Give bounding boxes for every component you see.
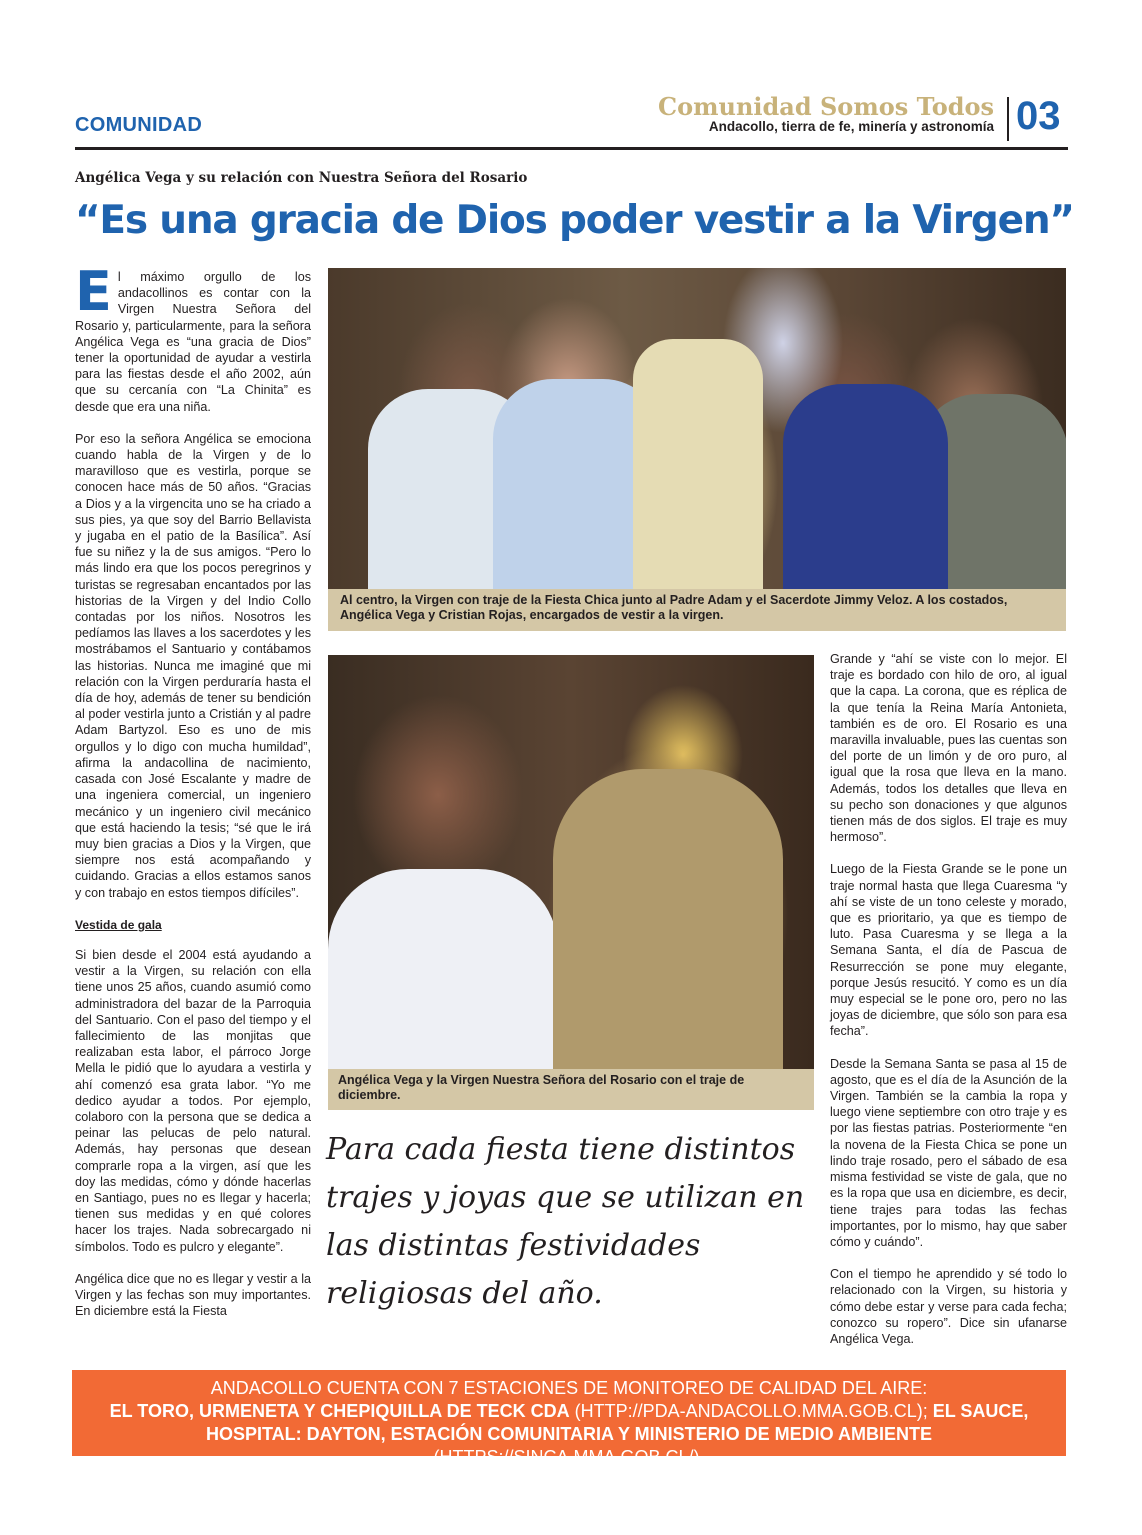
body-paragraph: Si bien desde el 2004 está ayudando a vestir a la Virgen, su relación con ella tiene unos 25 años, cuando asumió como administradora del bazar de la Parroquia del Santuario. Con el paso del tiempo y el fallecimiento de las monjitas que realizaban esta labor, el párroco Jorge Mella le pidió que lo ayudara a vestirla y ahí comenzó esa grata labor. “Yo me dedico ayudar a todos. Por ejemplo, colaboro con la persona que se dedica a peinar las pelucas de pelo natural. Además, hay personas que desean comprarle ropa a la virgen, así que les doy las medidas, cómo y dónde hacerlas en Santiago, pues no es llegar y hacerla; tienen sus medidas y en qué colores hacer los trajes. Nada sobrecargado ni símbolos. Todo es pulcro y elegante”.: [75, 947, 311, 1254]
intro-paragraph: [75, 260, 311, 415]
body-paragraph: Con el tiempo he aprendido y sé todo lo relacionado con la Virgen, su historia y cómo debe estar y verse para cada fecha; conozco su ropero”. Dice sin ufanarse Angélica Vega.: [830, 1267, 1067, 1346]
banner-line-2: EL TORO, URMENETA Y CHEPIQUILLA DE TECK CDA (HTTP://PDA-ANDACOLLO.MMA.GOB.CL); EL SAUCE,: [109, 1401, 1029, 1421]
article-headline: “Es una gracia de Dios poder vestir a la Virgen”: [75, 198, 1074, 243]
page-number: 03: [1016, 94, 1061, 138]
page-number-divider: [1007, 97, 1009, 141]
right-text-column: [830, 651, 1067, 1363]
banner-line-3: HOSPITAL: DAYTON, ESTACIÓN COMUNITARIA Y MINISTERIO DE MEDIO AMBIENTE (HTTPS://SINCA.MMA.GOB.CL/).: [205, 1424, 933, 1467]
photo-caption-1: Al centro, la Virgen con traje de la Fiesta Chica junto al Padre Adam y el Sacerdote Jimmy Veloz. A los costados, Angélica Vega y Cristian Rojas, encargados de vestir a la virgen.: [328, 589, 1066, 631]
body-paragraph: Grande y “ahí se viste con lo mejor. El traje es bordado con hilo de oro, al igual que la capa. La corona, que es réplica de la que tenía la Reina María Antonieta, también es de oro. El Rosario es una maravilla invaluable, pues las cuentas son del porte de un limón y de oro puro, al igual que la rosa que lleva en la mano. Además, todos los detalles que lleva en su pecho son donaciones y que algunos tienen más de dos siglos. El traje es muy hermoso”.: [830, 652, 1067, 845]
photo-caption-2: Angélica Vega y la Virgen Nuestra Señora del Rosario con el traje de diciembre.: [328, 1069, 814, 1110]
body-paragraph: Angélica dice que no es llegar y vestir a la Virgen y las fechas son muy importantes. En diciembre está la Fiesta: [75, 1271, 311, 1319]
masthead: [658, 94, 994, 134]
subhead: Vestida de gala: [75, 917, 162, 932]
group-photo: [328, 268, 1066, 589]
article-kicker: Angélica Vega y su relación con Nuestra Señora del Rosario: [75, 170, 528, 186]
air-quality-banner: [72, 1370, 1066, 1467]
virgin-photo: [328, 655, 814, 1069]
body-paragraph: Luego de la Fiesta Grande se le pone un traje normal hasta que llega Cuaresma “y ahí se viste de un tono celeste y morado, que es prioritario, ya que es tiempo de luto. Pasa Cuaresma y se llega a la Semana Santa, el día de Pascua de Resurrección se pone muy elegante, porque Jesús resucitó. Y como es un día muy especial se le pone oro, pero no las joyas de diciembre, que sólo son para esa fecha”.: [830, 862, 1067, 1039]
header-rule: [75, 147, 1068, 150]
pull-quote: Para cada fiesta tiene distintos trajes y joyas que se utilizan en las distintas festividades religiosas del año.: [326, 1132, 805, 1311]
publication-title: Comunidad Somos Todos: [657, 92, 994, 121]
body-paragraph: Por eso la señora Angélica se emociona cuando habla de la Virgen y de lo maravilloso que es vestirla, porque se conocen hace más de 50 años. “Gracias a Dios y a la virgencita uno se ha criado a sus pies, ya que soy del Barrio Bellavista y jugaba en el patio de la Basílica”. Así fue su niñez y la de sus amigos. “Pero lo más lindo era que los pocos peregrinos y turistas se regresaban encantados por las historias de la Virgen y del Indio Collo contadas por los niños. Nosotros les pedíamos las llaves a los sacerdotes y les mostrábamos el Santuario y contábamos las historias. Nunca me imaginé que mi relación con la Virgen perduraría hasta el día de hoy, además de tener su bendición al poder vestirla junto a Cristián y al padre Adam Bartyzol. Eso es uno de mis orgullos y lo digo con mucha humildad”, afirma la andacollina de nacimiento, casada con José Escalante y madre de una ingeniera comercial, un ingeniero mecánico y un ingeniero civil mecánico que está haciendo la tesis; “sé que le irá muy bien gracias a Dios y la Virgen, que siempre nos está acompañando y cuidando. Gracias a ellos estamos sanos y con trabajo en estos tiempos difíciles”.: [75, 431, 311, 900]
drop-cap: E: [75, 260, 112, 323]
publication-tagline: Andacollo, tierra de fe, minería y astronomía: [708, 119, 994, 134]
intro-text: l máximo orgullo de los andacollinos es contar con la Virgen Nuestra Señora del Rosario y, particularmente, para la señora Angélica Vega es “una gracia de Dios” tener la oportunidad de ayudar a vestirla para las fiestas desde el año 2002, aún que su cercanía con “La Chinita” es desde que era una niña.: [75, 270, 311, 414]
left-text-column: [75, 260, 311, 1335]
section-label: COMUNIDAD: [75, 114, 203, 136]
body-paragraph: Desde la Semana Santa se pasa al 15 de agosto, que es el día de la Asunción de la Virgen. También se la cambia la ropa y luego viene septiembre con otro traje y es por las fiestas patrias. Posteriormente “en la novena de la Fiesta Chica se pone un lindo traje rosado, pero el sábado de esa misma festividad se viste de gala, que no es la ropa que usa en diciembre, es decir, tiene trajes para todas las fechas importantes, por lo mismo, hay que saber cómo y cuándo”.: [830, 1056, 1067, 1249]
banner-line-1: ANDACOLLO CUENTA CON 7 ESTACIONES DE MONITOREO DE CALIDAD DEL AIRE:: [210, 1378, 928, 1398]
